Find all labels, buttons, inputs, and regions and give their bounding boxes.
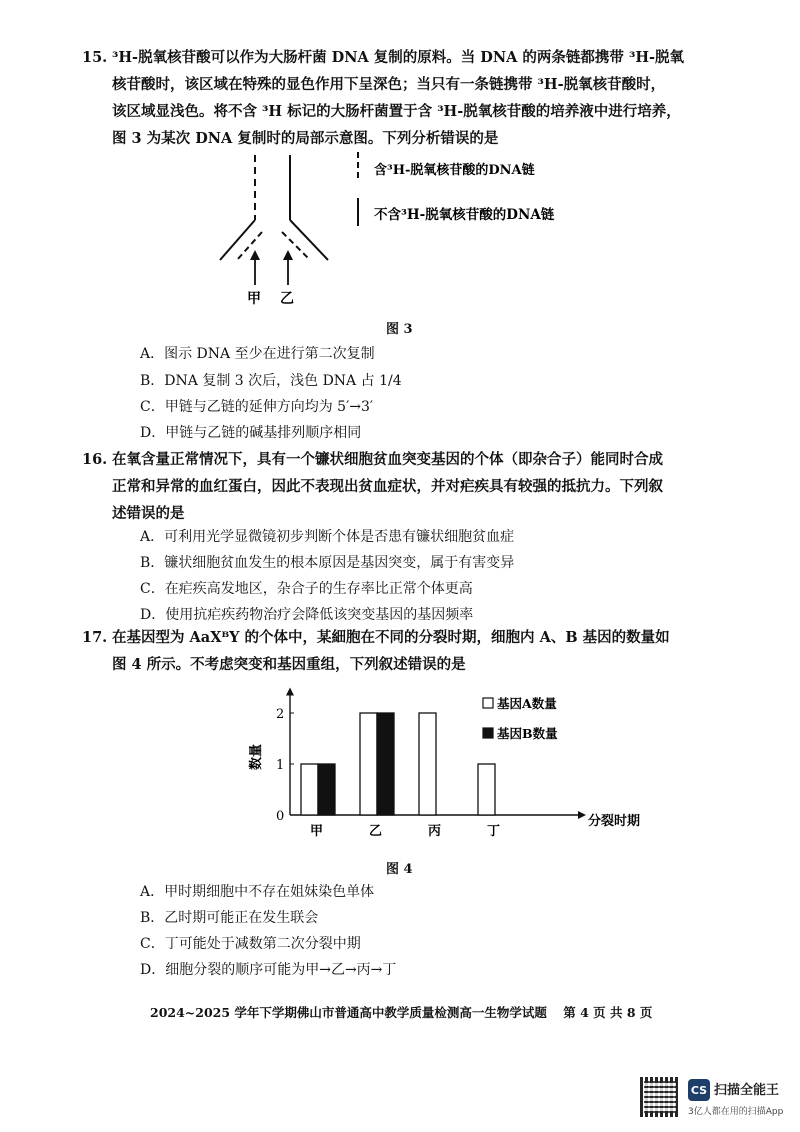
question-stem-line: 在氧含量正常情况下，具有一个镰状细胞贫血突变基因的个体（即杂合子）能同时合成 bbox=[112, 451, 663, 468]
page-number: 第 4 页 共 8 页 bbox=[563, 1005, 653, 1020]
y-axis-label: 数量 bbox=[249, 743, 264, 770]
figure-4-caption: 图 4 bbox=[386, 862, 413, 877]
question-stem-line: 述错误的是 bbox=[112, 505, 185, 522]
qr-code-icon bbox=[640, 1077, 680, 1117]
legend-swatch bbox=[483, 698, 493, 708]
option-d: D．使用抗疟疾药物治疗会降低该突变基因的基因频率 bbox=[140, 607, 474, 623]
question-stem-line: ³H-脱氧核苷酸可以作为大肠杆菌 DNA 复制的原料。当 DNA 的两条链都携带 ³H-脱氧 bbox=[112, 49, 685, 66]
arrow-yi-head bbox=[283, 250, 293, 260]
figure-3-caption: 图 3 bbox=[386, 322, 413, 337]
question-number: 16. bbox=[82, 451, 108, 468]
bar-gene-b bbox=[318, 764, 335, 815]
option-c: C．在疟疾高发地区，杂合子的生存率比正常个体更高 bbox=[140, 581, 473, 597]
x-axis-label: 分裂时期 bbox=[588, 814, 641, 829]
cs-logo-icon: CS bbox=[688, 1079, 710, 1101]
option-a: A．可利用光学显微镜初步判断个体是否患有镰状细胞贫血症 bbox=[140, 529, 515, 545]
exam-title: 2024~2025 学年下学期佛山市普通高中教学质量检测高一生物学试题 bbox=[150, 1005, 547, 1020]
page-footer bbox=[150, 1003, 664, 1021]
legend-label: 基因B数量 bbox=[497, 726, 558, 741]
bar-gene-a bbox=[419, 713, 436, 815]
legend-swatch bbox=[483, 728, 493, 738]
option-a: A．图示 DNA 至少在进行第二次复制 bbox=[140, 346, 375, 362]
x-tick-label: 丙 bbox=[428, 824, 442, 839]
y-axis-arrow bbox=[286, 688, 294, 696]
x-axis-arrow bbox=[578, 811, 586, 819]
bar-gene-b bbox=[377, 713, 394, 815]
label-jia: 甲 bbox=[247, 291, 261, 307]
label-yi: 乙 bbox=[280, 291, 294, 307]
bar-gene-a bbox=[478, 764, 495, 815]
option-d: D．甲链与乙链的碱基排列顺序相同 bbox=[140, 425, 362, 441]
question-stem-line: 正常和异常的血红蛋白，因此不表现出贫血症状，并对疟疾具有较强的抵抗力。下列叙 bbox=[112, 478, 663, 495]
scanner-app-tagline: 3亿人都在用的扫描App bbox=[688, 1107, 784, 1117]
question-stem-line: 在基因型为 AaXᴮY 的个体中，某細胞在不同的分裂时期，细胞内 A、B 基因的数量如 bbox=[112, 629, 670, 646]
option-c: C．甲链与乙链的延伸方向均为 5′→3′ bbox=[140, 399, 374, 415]
question-stem-line: 核苷酸时，该区域在特殊的显色作用下呈深色；当只有一条链携带 ³H-脱氧核苷酸时， bbox=[112, 76, 666, 93]
option-b: B．乙时期可能正在发生联会 bbox=[140, 910, 319, 926]
question-stem-line: 图 4 所示。不考虑突变和基因重组，下列叙述错误的是 bbox=[112, 656, 466, 673]
option-c: C．丁可能处于减数第二次分裂中期 bbox=[140, 936, 361, 952]
parent-strand-solid-right bbox=[290, 220, 328, 260]
y-tick-label: 0 bbox=[276, 809, 285, 824]
question-number: 17. bbox=[82, 629, 108, 646]
option-b: B．DNA 复制 3 次后，浅色 DNA 占 1/4 bbox=[140, 373, 402, 389]
figure-3-diagram bbox=[200, 150, 640, 310]
y-tick-label: 1 bbox=[276, 758, 285, 773]
bar-gene-a bbox=[360, 713, 377, 815]
question-15 bbox=[82, 44, 702, 152]
question-16 bbox=[82, 446, 702, 527]
question-number: 15. bbox=[82, 49, 108, 66]
legend-dashed-text: 含³H-脱氧核苷酸的DNA链 bbox=[374, 163, 535, 178]
question-17 bbox=[82, 624, 702, 678]
y-tick-label: 2 bbox=[276, 707, 285, 722]
scanner-app-name: 扫描全能王 bbox=[714, 1083, 780, 1098]
x-tick-label: 丁 bbox=[487, 824, 501, 839]
scanner-watermark bbox=[640, 1077, 790, 1121]
x-tick-label: 甲 bbox=[310, 824, 324, 839]
bar-gene-a bbox=[301, 764, 318, 815]
legend-solid-text: 不含³H-脱氧核苷酸的DNA链 bbox=[374, 207, 555, 223]
option-b: B．镰状细胞贫血发生的根本原因是基因突变，属于有害变异 bbox=[140, 555, 515, 571]
figure-4-chart bbox=[230, 680, 641, 840]
option-a: A．甲时期细胞中不存在姐妹染色单体 bbox=[140, 884, 375, 900]
question-stem-line: 图 3 为某次 DNA 复制时的局部示意图。下列分析错误的是 bbox=[112, 130, 499, 147]
legend-label: 基因A数量 bbox=[497, 696, 557, 711]
x-tick-label: 乙 bbox=[369, 824, 383, 839]
parent-strand-solid-left bbox=[220, 220, 255, 260]
question-stem-line: 该区域显浅色。将不含 ³H 标记的大肠杆菌置于含 ³H-脱氧核苷酸的培养液中进行培养， bbox=[112, 103, 681, 120]
option-d: D．细胞分裂的顺序可能为甲→乙→丙→丁 bbox=[140, 962, 397, 978]
arrow-jia-head bbox=[250, 250, 260, 260]
